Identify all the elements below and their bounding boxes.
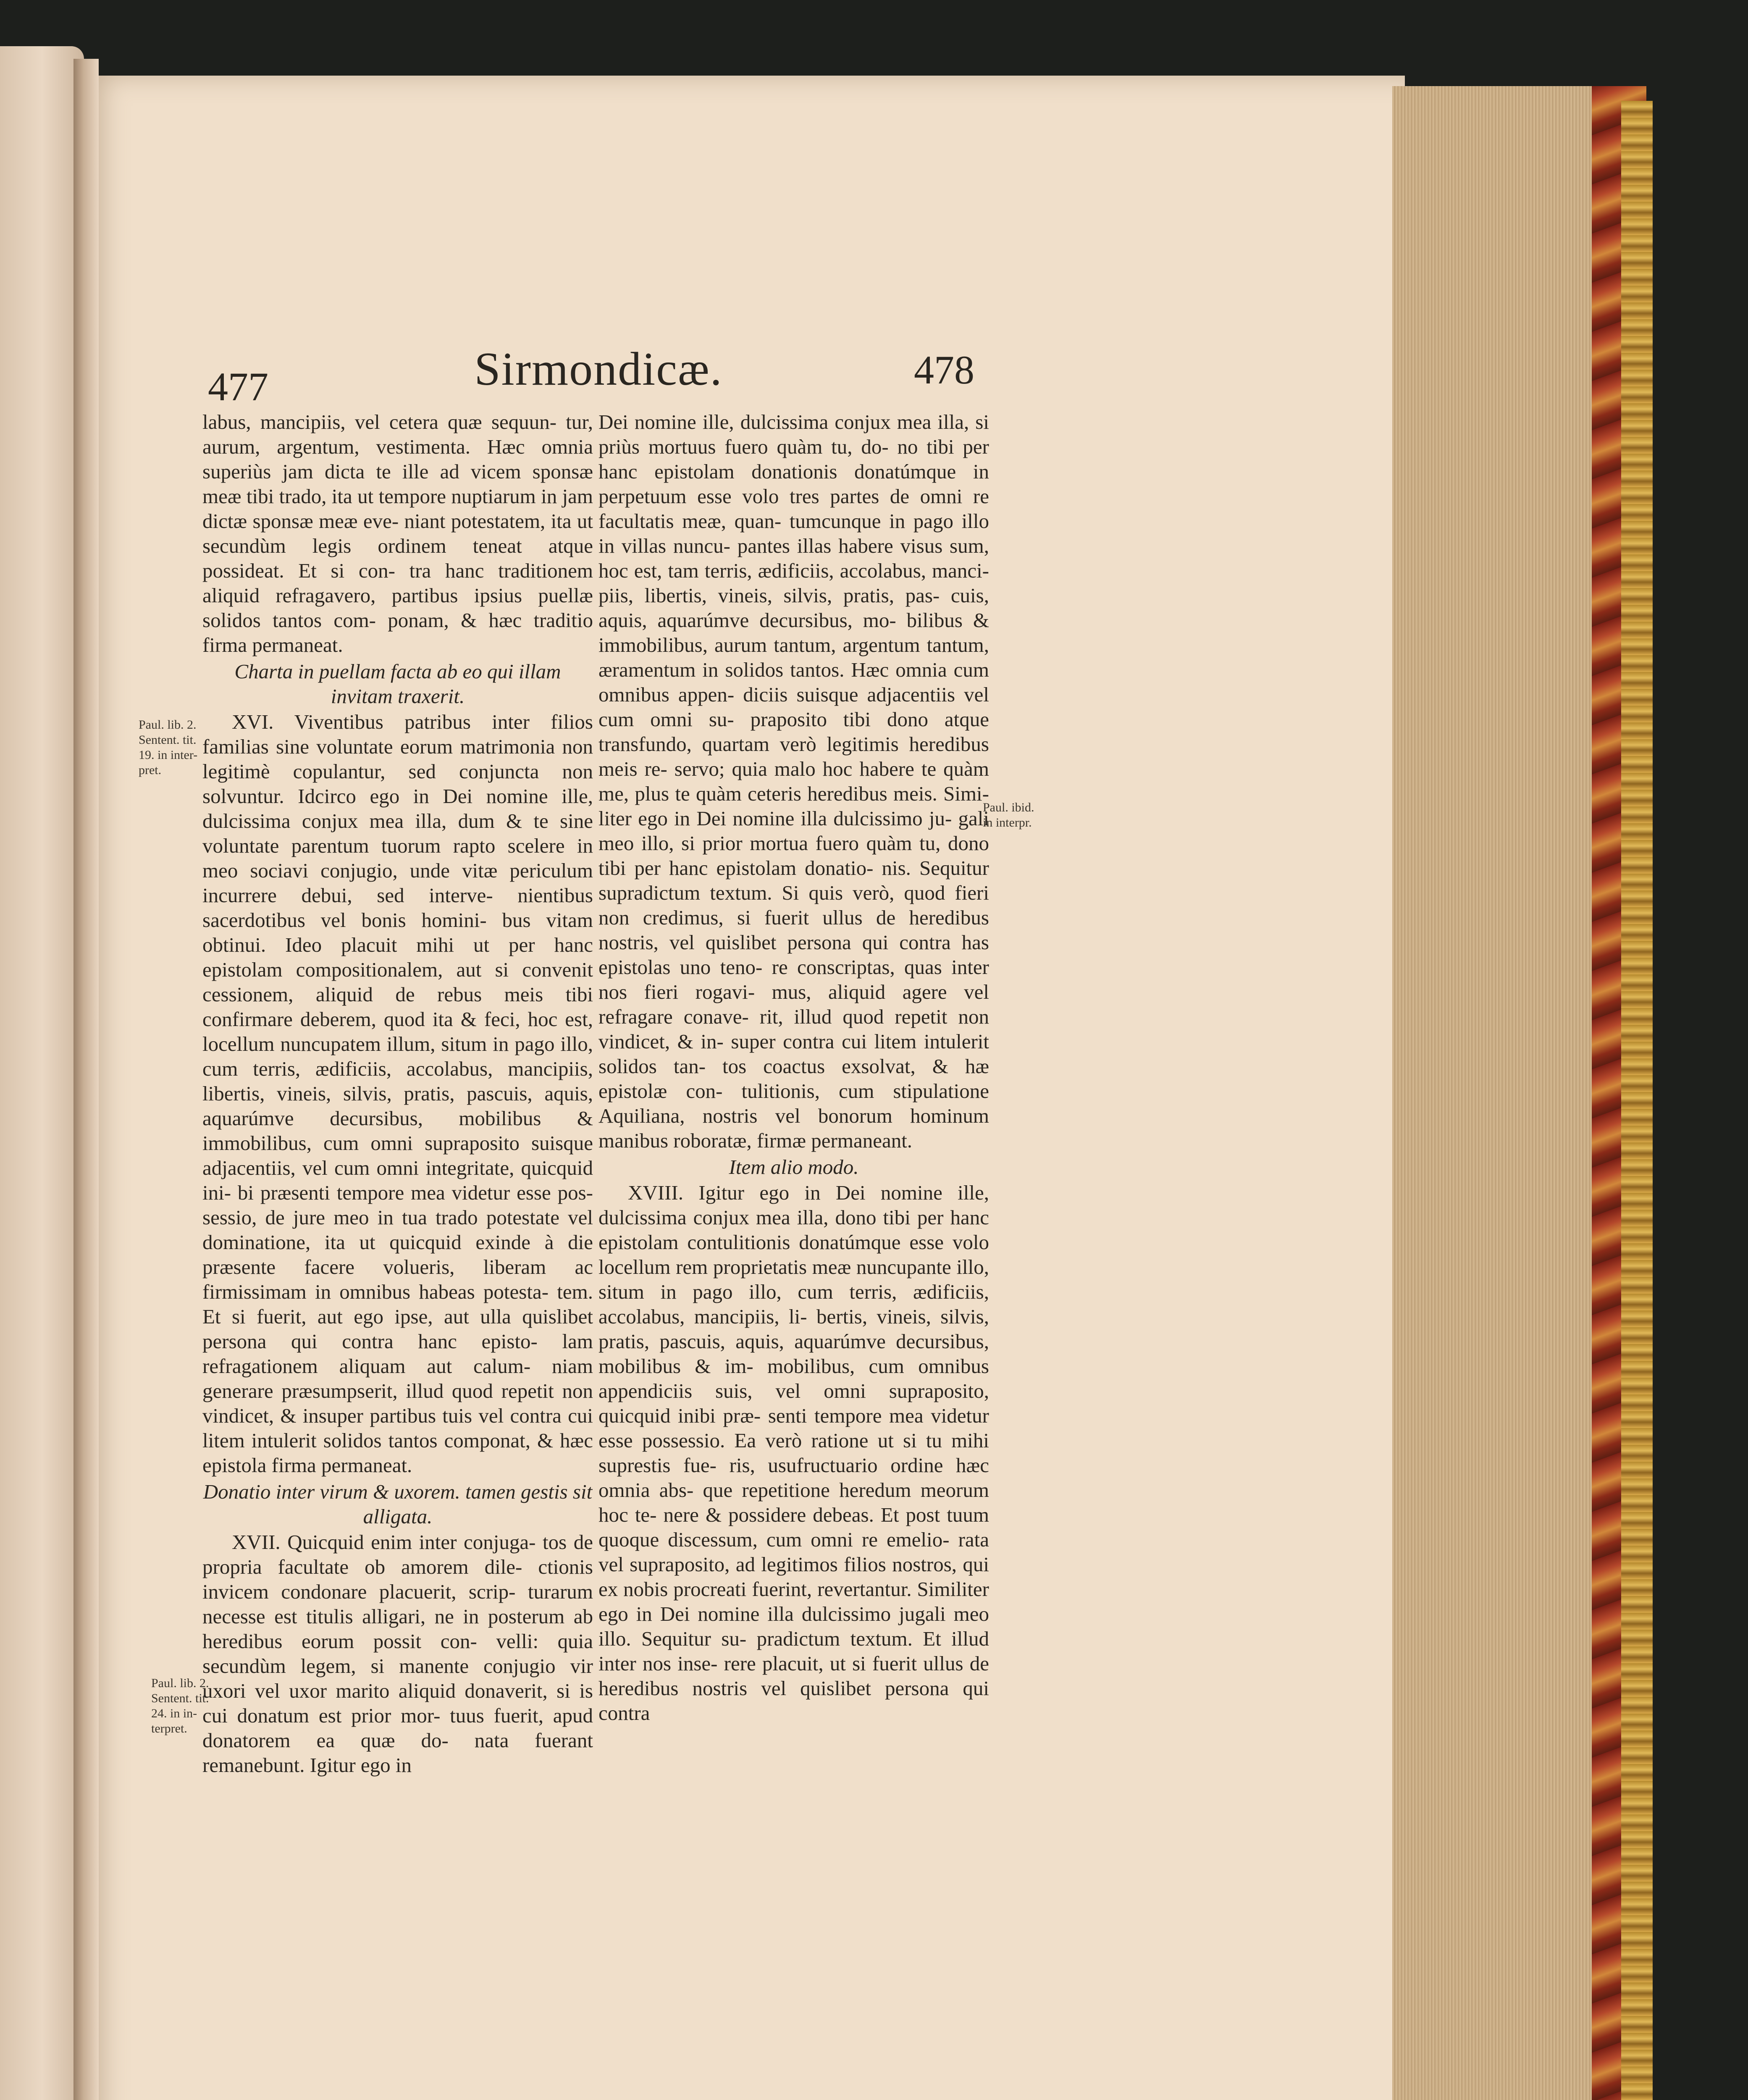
- paragraph: XVI. Viventibus patribus inter filios familias sine voluntate eorum matrimonia non legitimè copulantur, sed conjuncta non solvuntur. Idcirco ego in Dei nomine ille, dulcissima conjux mea illa, dum & te sine voluntate parentum tuorum rapto scelere in meo sociavi conjugio, unde vitæ periculum incurrere debui, sed interve- nientibus sacerdotibus vel bonis homini- bus vitam obtinui. Ideo placuit mihi ut per hanc epistolam compositionalem, aut si convenit cessionem, aliquid de rebus meis tibi confirmare deberem, quod ita & feci, hoc est, locellum nuncupatem illum, situm in pago illo, cum terris, ædificiis, accolabus, mancipiis, libertis, vineis, silvis, pratis, pascuis, aquis, aquarúmve decursibus, mobilibus & immobilibus, cum omni suprapositо suisque adjacentiis, vel cum omni integritate, quicquid ini- bi præsenti tempore mea videtur esse pos- sessio, de jure meo in tua trado potestate vel dominatione, ita ut quicquid exinde à die præsente facere volueris, liberam ac firmissimam in omnibus habeas potesta- tem. Et si fuerit, aut ego ipse, aut ulla quislibet persona qui contra hanc episto- lam refragationem aliquam aut calum- niam generare præsumpserit, illud quod repetit non vindicet, & insuper partibus tuis vel contra cui litem intulerit solidos tantos componat, & hæc epistola firma permaneat.: [202, 710, 593, 1477]
- section-heading: Item alio modo.: [729, 1155, 859, 1179]
- page-number-left: 477: [208, 364, 268, 409]
- text-column-left: [202, 410, 593, 1777]
- margin-note: Paul. lib. 2. Sentent. tit. 24. in in- terpret.: [151, 1676, 209, 1735]
- margin-note: Paul. ibid. in interpr.: [983, 801, 1034, 830]
- section-heading: Charta in puellam facta ab eo qui illam invitam traxerit.: [234, 660, 561, 708]
- text-column-right: [598, 410, 989, 1725]
- paragraph: labus, mancipiis, vel cetera quæ sequun- tur, aurum, argentum, vestimenta. Hæc omnia superiùs jam dicta te ille ad vicem sponsæ meæ tibi trado, ita ut tempore nuptiarum in jam dictæ sponsæ meæ eve- niant potestatem, ita ut secundùm legis ordinem teneat atque possideat. Et si con- tra hanc traditionem aliquid refragavero, partibus ipsius puellæ solidos tantos com- ponam, & hæc traditio firma permaneat.: [202, 410, 593, 656]
- page-number-right: 478: [914, 347, 974, 392]
- paragraph: XVII. Quicquid enim inter conjuga- tos de propria facultate ob amorem dile- ctionis invicem condonare placuerit, scrip- turarum necesse est titulis alligari, ne in posterum ab heredibus eorum possit con- velli: quia secundùm legem, si manente conjugio vir uxori vel uxor marito aliquid donaverit, si is cui donatum est prior mor- tuus fuerit, apud donatorem ea quæ do- nata fuerant remanebunt. Igitur ego in: [202, 1530, 593, 1777]
- margin-note: Paul. lib. 2. Sentent. tit. 19. in inter- pret.: [139, 718, 198, 777]
- gilt-cover-border: [1621, 101, 1653, 2100]
- paragraph: XVIII. Igitur ego in Dei nomine ille, dulcissima conjux mea illa, dono tibi per hanc epistolam contulitionis donatúmque esse volo locellum rem proprietatis meæ nuncupante illo, situm in pago illo, cum terris, ædificiis, accolabus, mancipiis, li- bertis, vineis, silvis, pratis, pascuis, aquis, aquarúmve decursibus, mobilibus & im- mobilibus, cum omnibus appendiciis suis, vel omni suprapositо, quicquid inibi præ- senti tempore mea videtur esse possessio. Ea verò ratione ut si tu mihi suprestis fue- ris, usufructuario ordine hæc omnia abs- que repetitione heredum meorum hoc te- nere & possidere debeas. Et post tuum quoque discessum, cum omni re emelio- rata vel suprapositо, ad legitimos filios nostros, qui ex nobis procreati fuerint, revertantur. Similiter ego in Dei nomine illa dulcissimo jugali meo illo. Sequitur su- pradictum textum. Et illud inter nos inse- rere placuit, ut si fuerit ullus de heredibus nostris vel quislibet persona qui contra: [598, 1181, 989, 1725]
- section-heading: Donatio inter virum & uxorem. tamen gestis sit alligata.: [203, 1480, 593, 1528]
- left-page-sliver: [0, 46, 84, 2100]
- gutter-shadow: [73, 59, 99, 2100]
- paragraph: Dei nomine ille, dulcissima conjux mea illa, si priùs mortuus fuero quàm tu, do- no tibi per hanc epistolam donationis donatúmque in perpetuum esse volo tres partes de omni re facultatis meæ, quan- tumcunque in pago illo in villas nuncu- pantes illas habere visus sum, hoc est, tam terris, ædificiis, accolabus, manci- piis, libertis, vineis, silvis, pratis, pas- cuis, aquis, aquarúmve decursibus, mo- bilibus & immobilibus, aurum tantum, argentum tantum, æramentum in solidos tantos. Hæc omnia cum omnibus appen- diciis suisque adjacentiis vel cum omni su- praposito tibi dono atque transfundo, quartam verò legitimis heredibus meis re- servo; quia malo hoc habere te quàm me, plus te quàm ceteris heredibus meis. Simi- liter ego in Dei nomine illa dulcissimo ju- gali meo illo, si prior mortua fuero quàm tu, dono tibi per hanc epistolam donatio- nis. Sequitur supradictum textum. Si quis verò, quod fieri non credimus, si fuerit ullus de heredibus nostris, vel quislibet persona qui contra has epistolas uno teno- re conscriptas, quas inter nos fieri rogavi- mus, aliquid agere vel refragare conave- rit, illud quod repetit non vindicet, & in- super contra cui litem intulerit solidos tan- tos coactus exsolvat, & hæ epistolæ con- tulitionis, cum stipulatione Aquiliana, nostris vel bonorum hominum manibus roboratæ, firmæ permaneant.: [598, 410, 989, 1152]
- running-header: [193, 342, 1004, 418]
- page-edges: [1392, 86, 1602, 2100]
- running-title: Sirmondicæ.: [474, 343, 723, 395]
